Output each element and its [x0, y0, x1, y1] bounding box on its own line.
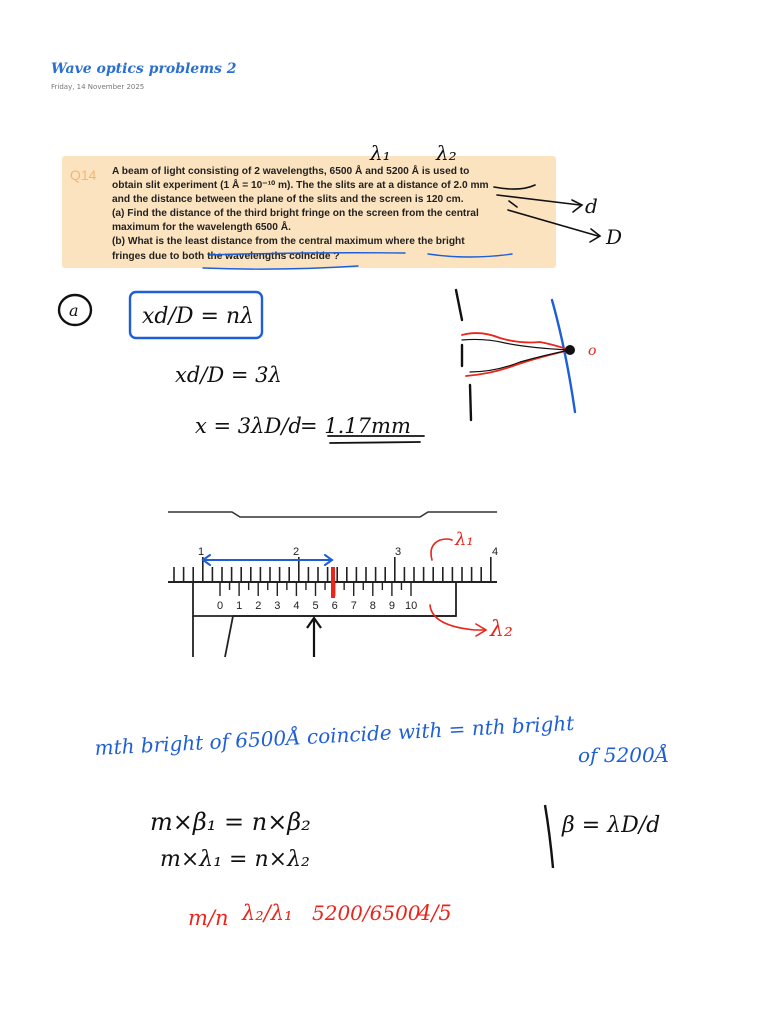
lambda2-top-label: λ₂: [436, 141, 457, 165]
main-tick-label: 3: [395, 546, 402, 558]
main-tick-label: 1: [198, 546, 205, 558]
slit-barrier: [456, 290, 471, 420]
vernier-scale-label: 3: [274, 600, 281, 612]
boxed-formula: xd/D = nλ: [142, 304, 255, 329]
question-number: Q14: [70, 167, 97, 183]
fringe-o-label: o: [588, 343, 597, 359]
vernier-scale-label: 7: [350, 600, 357, 612]
underline-bright: [428, 254, 512, 257]
answer-underline-2: [330, 442, 420, 443]
statement-line-1: mth bright of 6500Å coincide with = nth bright: [94, 710, 575, 760]
equation-2: m×λ₁ = n×λ₂: [160, 847, 310, 872]
question-line: (b) What is the least distance from the central maximum where the bright: [112, 236, 465, 248]
d-label: d: [585, 194, 598, 218]
statement-line-2: of 5200Å: [578, 743, 670, 767]
question-line: A beam of light consisting of 2 wavelengths, 6500 Å and 5200 Å is used to: [112, 166, 470, 177]
beta-divider: [545, 805, 553, 868]
ratio-lambda: λ₂/λ₁: [242, 901, 293, 925]
vernier-lambda1: λ₁: [455, 529, 474, 550]
vernier-scale-label: 6: [331, 600, 338, 612]
question-line: obtain slit experiment (1 Å = 10⁻¹⁰ m). The the slits are at a distance of 2.0 mm: [112, 180, 489, 192]
arrow-to-d-line: [497, 195, 580, 205]
question-line: and the distance between the plane of the slits and the screen is 120 cm.: [112, 194, 464, 206]
lambda1-arrow: [431, 539, 452, 560]
underline-mm: [494, 185, 535, 189]
page-title: Wave optics problems 2: [51, 61, 237, 77]
formula-3-lhs: x = 3λD/d: [195, 414, 302, 438]
ratio-m-over-n: m/n: [188, 906, 229, 930]
question-line: (a) Find the distance of the third bright fringe on the screen from the central: [112, 208, 479, 220]
page-date: Friday, 14 November 2025: [51, 83, 145, 91]
main-tick-label: 2: [293, 546, 300, 558]
vernier-scale-label: 0: [217, 600, 224, 612]
vernier-scale-label: 1: [236, 600, 243, 612]
main-tick-label: 4: [492, 546, 499, 558]
beta-formula: β = λD/d: [562, 813, 661, 838]
part-a-label: a: [69, 301, 79, 320]
vernier-caliper: [168, 512, 497, 657]
vernier-scale-label: 4: [293, 600, 300, 612]
arrow-to-d-head: [572, 200, 582, 212]
underline-least-distance: [209, 253, 405, 255]
D-label: D: [606, 225, 623, 249]
vernier-scale-label: 9: [388, 600, 396, 612]
central-maximum-point: [565, 345, 575, 355]
tick-mark: [509, 201, 517, 207]
equation-1: m×β₁ = n×β₂: [150, 808, 311, 836]
lambda1-top-label: λ₁: [370, 141, 391, 165]
ratio-result: 4/5: [418, 901, 452, 925]
formula-2: xd/D = 3λ: [175, 363, 282, 387]
vernier-scale-label: 8: [369, 600, 376, 612]
vernier-scale-label: 2: [255, 600, 262, 612]
vernier-scale-label: 5: [312, 600, 319, 612]
formula-3-rhs: = 1.17mm: [300, 414, 411, 438]
lambda2-arrow: [430, 605, 485, 630]
screen-line: [552, 300, 575, 412]
vernier-scale-label: 10: [405, 600, 418, 612]
ray-upper-red: [462, 333, 570, 350]
vernier-lambda2: λ₂: [490, 617, 513, 642]
ratio-numbers: 5200/6500: [312, 901, 421, 925]
question-line: fringes due to both the wavelengths coincide ?: [112, 250, 340, 262]
question-line: maximum for the wavelength 6500 Å.: [112, 222, 291, 234]
ray-lower-black: [470, 350, 570, 372]
underline-coincide: [203, 266, 358, 269]
